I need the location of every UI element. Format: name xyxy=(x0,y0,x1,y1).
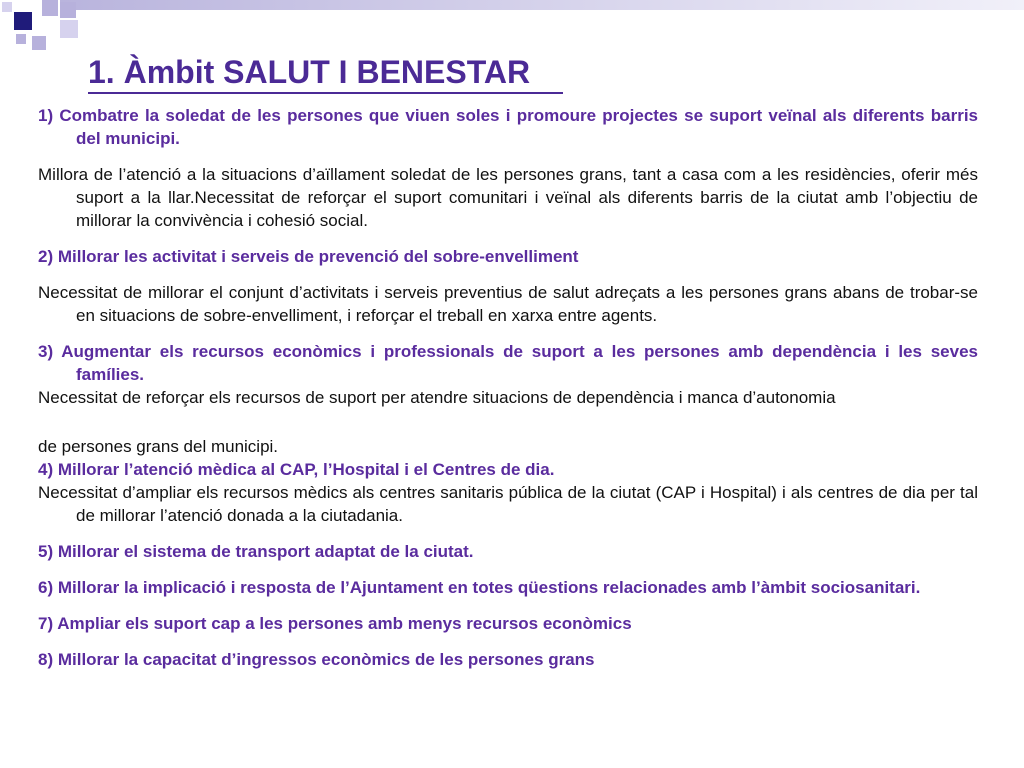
item-3-heading: 3) Augmentar els recursos econòmics i professionals de suport a les persones amb dependència i les seves famílies. xyxy=(38,342,978,384)
corner-square-decoration xyxy=(42,0,58,16)
corner-square-decoration xyxy=(32,36,46,50)
corner-square-decoration xyxy=(14,12,32,30)
item-1-description: Millora de l’atenció a la situacions d’aïllament soledat de les persones grans, tant a casa com a les residències, oferir més suport a la llar.Necessitat de reforçar el suport comunitari i veïnal als diferents barris de la ciutat amb l’objectiu de millorar la convivència i cohesió social. xyxy=(38,165,978,230)
item-3-description-cont: de persones grans del municipi. xyxy=(38,437,279,456)
item-5-heading: 5) Millorar el sistema de transport adaptat de la ciutat. xyxy=(38,542,474,561)
item-8-heading: 8) Millorar la capacitat d’ingressos econòmics de les persones grans xyxy=(38,650,595,669)
corner-square-decoration xyxy=(60,20,78,38)
slide-body xyxy=(38,104,978,684)
item-6-heading: 6) Millorar la implicació i resposta de l’Ajuntament en totes qüestions relacionades amb l’àmbit sociosanitari. xyxy=(38,578,921,597)
item-4-heading: 4) Millorar l’atenció mèdica al CAP, l’Hospital i el Centres de dia. xyxy=(38,460,555,479)
corner-square-decoration xyxy=(16,34,26,44)
slide-title: 1. Àmbit SALUT I BENESTAR xyxy=(88,54,531,90)
item-3-description: Necessitat de reforçar els recursos de suport per atendre situacions de dependència i manca d’autonomia xyxy=(38,388,836,407)
item-2-heading: 2) Millorar les activitat i serveis de prevenció del sobre-envelliment xyxy=(38,247,579,266)
corner-square-decoration xyxy=(2,2,12,12)
top-gradient-bar xyxy=(60,0,1024,10)
item-7-heading: 7) Ampliar els suport cap a les persones amb menys recursos econòmics xyxy=(38,614,632,633)
item-4-description: Necessitat d’ampliar els recursos mèdics als centres sanitaris pública de la ciutat (CAP i Hospital) i als centres de dia per tal de millorar l’atenció donada a la ciutadania. xyxy=(38,483,978,525)
title-underline xyxy=(88,92,563,94)
spacer xyxy=(38,409,978,435)
corner-square-decoration xyxy=(60,2,76,18)
item-2-description: Necessitat de millorar el conjunt d’activitats i serveis preventius de salut adreçats a les persones grans abans de trobar-se en situacions de sobre-envelliment, i reforçar el treball en xarxa entre agents. xyxy=(38,283,978,325)
item-1-heading: 1) Combatre la soledat de les persones que viuen soles i promoure projectes se suport veïnal als diferents barris del municipi. xyxy=(38,106,978,148)
